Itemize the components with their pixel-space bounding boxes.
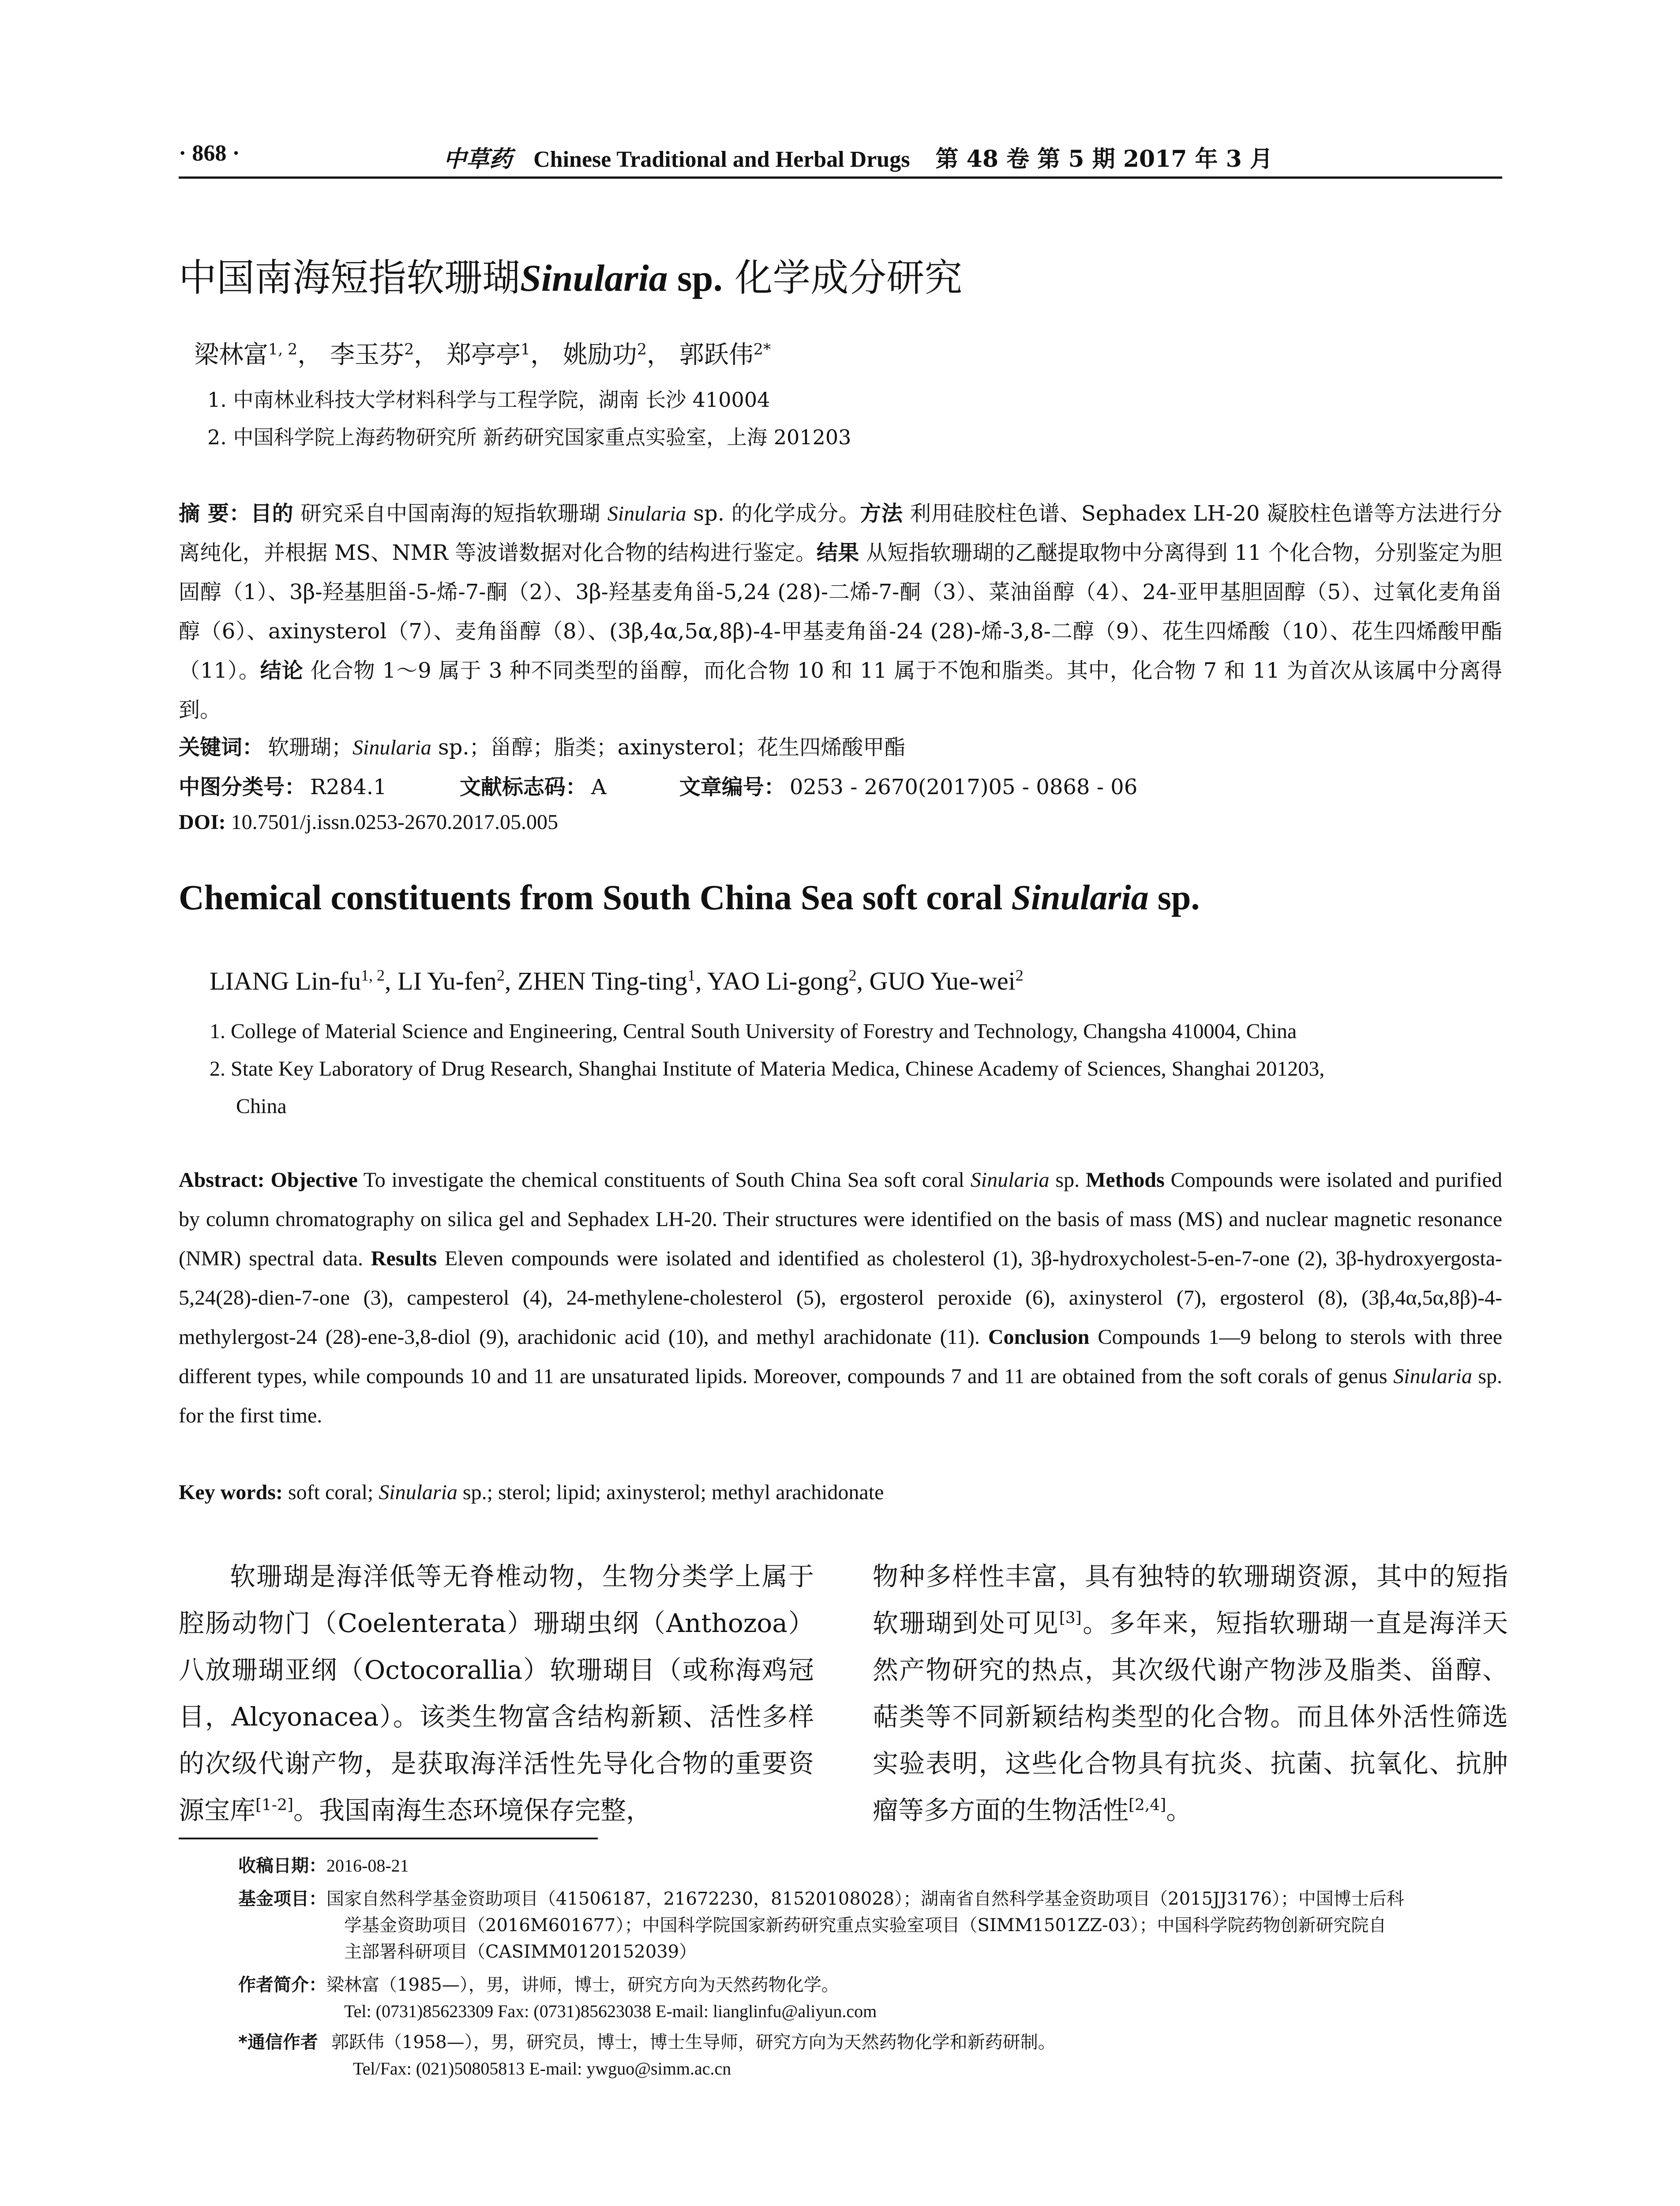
en-abstract: [179, 1160, 1502, 1435]
cn-keywords: [179, 730, 905, 761]
en-authors: LIANG Lin-fu$^{1, 2}$, LI Yu-fen$^2$, ZHEN Ting-ting$^1$, YAO Li-gong$^2$, GUO Yue-wei$^2$: [210, 966, 1024, 995]
body-right-pre: 物种多样性丰富，具有独特的软珊瑚资源，其中的短指软珊瑚到处可见: [873, 1561, 1508, 1638]
fund-line-2: 学基金资助项目（2016M601677）；中国科学院国家新药研究重点实验室项目（SIMM1501ZZ-03）；中国科学院药物创新研究院自: [344, 1915, 1387, 1936]
cn-author: [194, 341, 297, 369]
cn-abstract: [179, 494, 1502, 730]
cn-keywords-post: sp.；甾醇；脂类；axinysterol；花生四烯酸甲酯: [431, 735, 906, 760]
cn-author: [330, 341, 414, 369]
footnote-rule: [179, 1838, 598, 1839]
body-right-post: 。: [1166, 1795, 1192, 1825]
journal-name-en: Chinese Traditional and Herbal Drugs: [533, 147, 910, 172]
clc-label: 中图分类号：: [179, 775, 306, 799]
footnote-corresponding: [238, 2030, 1056, 2055]
journal-issue: 第 48 卷 第 5 期 2017 年 3 月: [935, 146, 1273, 173]
author-name: 姚励功: [562, 341, 637, 369]
cn-author: [679, 341, 771, 369]
page-number: · 868 ·: [179, 141, 240, 166]
author-sup: 2: [637, 341, 647, 359]
cn-title-sp: sp.: [668, 257, 723, 299]
author-sup: 2*: [753, 341, 771, 359]
author-sup: 1, 2: [361, 966, 385, 984]
author-sup: 1: [687, 966, 696, 984]
en-title-main: Chemical constituents from South China Sea soft coral: [179, 878, 1012, 917]
author-contact: Tel: (0731)85623309 Fax: (0731)85623038 E-mail: lianglinfu@aliyun.com: [344, 2001, 877, 2021]
doi-value: 10.7501/j.issn.0253-2670.2017.05.005: [225, 810, 559, 834]
en-affiliation-1: 1. College of Material Science and Engineering, Central South University of Forestry and Technology, Changsha 410004, China: [210, 1020, 1297, 1043]
clc-value: R284.1: [310, 775, 387, 799]
cn-title-prefix: 中国南海短指软珊瑚: [179, 256, 520, 300]
author-name: ZHEN Ting-ting: [517, 967, 688, 995]
article-no-value: 0253 - 2670(2017)05 - 0868 - 06: [789, 775, 1138, 799]
en-title: [179, 878, 1200, 918]
author-sup: 2: [404, 341, 414, 359]
footnote-author: [238, 1972, 839, 1998]
cn-title-latin: Sinularia: [520, 257, 668, 299]
en-title-sp: sp.: [1148, 878, 1200, 917]
body-column-right: [873, 1553, 1508, 1834]
cn-methods-text: 利用硅胶柱色谱、Sephadex LH-20 凝胶柱色谱等方法进行分离纯化，并根据 MS、NMR 等波谱数据对化合物的结构进行鉴定。: [179, 501, 1502, 565]
en-keywords: [179, 1480, 884, 1504]
en-conclusion-latin: Sinularia: [1393, 1365, 1472, 1388]
en-objective-label: Objective: [264, 1168, 358, 1192]
cn-conclusion-text: 化合物 1～9 属于 3 种不同类型的甾醇，而化合物 10 和 11 属于不饱和脂类。其中，化合物 7 和 11 为首次从该属中分离得到。: [179, 658, 1502, 722]
doi-line: [179, 810, 558, 834]
doi-label: DOI:: [179, 810, 226, 834]
cn-conclusion-label: 结论: [260, 658, 304, 683]
en-keywords-latin: Sinularia: [379, 1481, 458, 1504]
fund-label: 基金项目：: [238, 1889, 326, 1909]
author-sup: 2: [1015, 966, 1024, 984]
running-header: [179, 140, 1502, 176]
en-author: [210, 967, 385, 995]
citation-ref: [3]: [1059, 1609, 1082, 1627]
body-left-text: 软珊瑚是海洋低等无脊椎动物，生物分类学上属于腔肠动物门（Coelenterata）珊瑚虫纲（Anthozoa）八放珊瑚亚纲（Octocorallia）软珊瑚目（或称海鸡冠目，Alcyonacea）。该类生物富含结构新颖、活性多样的次级代谢产物，是获取海洋活性先导化合物的重要资源宝库: [179, 1561, 814, 1825]
cn-abstract-label: 摘 要：: [179, 501, 251, 526]
en-results-text: Eleven compounds were isolated and identified as cholesterol (1), 3β-hydroxycholest-5-en-7-one (2), 3β-hydroxyergosta-5,24(28)-dien-7-one (3), campesterol (4), 24-methylene-cholesterol (5), ergosterol peroxide (6), axinysterol (7), ergosterol (8), (3β,4α,5α,8β)-4-methylergost-24 (28)-ene-3,8-diol (9), arachidonic acid (10), and methyl arachidonate (11).: [179, 1247, 1503, 1349]
doc-code-label: 文献标志码：: [459, 775, 587, 799]
author-name: 郑亭亭: [446, 341, 521, 369]
author-name: 梁林富: [194, 341, 268, 369]
cn-title: [179, 247, 962, 302]
cn-author: [446, 341, 530, 369]
en-objective-latin: Sinularia: [970, 1168, 1050, 1192]
en-conclusion-label: Conclusion: [988, 1325, 1090, 1349]
cn-results-text: 从短指软珊瑚的乙醚提取物中分离得到 11 个化合物，分别鉴定为胆固醇（1）、3β-羟基胆甾-5-烯-7-酮（2）、3β-羟基麦角甾-5,24 (28)-二烯-7-酮（3）、菜油甾醇（4）、24-亚甲基胆固醇（5）、过氧化麦角甾醇（6）、axinysterol（7）、麦角甾醇（8）、(3β,4α,5α,8β)-4-甲基麦角甾-24 (28)-烯-3,8-二醇（9）、花生四烯酸（10）、花生四烯酸甲酯（11）。: [179, 540, 1502, 683]
doc-code-value: A: [591, 775, 607, 799]
body-left-post: 。我国南海生态环境保存完整，: [293, 1795, 652, 1825]
author-sup: 1, 2: [268, 341, 298, 359]
fund-line-3: 主部署科研项目（CASIMM0120152039）: [344, 1942, 697, 1962]
author-sup: 1: [520, 341, 531, 359]
en-affiliation-2-line1: 2. State Key Laboratory of Drug Research, Shanghai Institute of Materia Medica, Chinese Academy of Sciences, Shanghai 201203,: [210, 1057, 1325, 1080]
en-author: [869, 967, 1023, 995]
author-name: LI Yu-fen: [398, 967, 497, 995]
author-sup: 2: [496, 966, 505, 984]
en-abstract-label: Abstract:: [179, 1168, 265, 1192]
en-methods-text: Compounds were isolated and purified by column chromatography on silica gel and Sephadex LH-20. Their structures were identified on the basis of mass (MS) and nuclear magnetic resonance (NMR) spectral data.: [179, 1168, 1502, 1270]
en-methods-label: Methods: [1085, 1168, 1165, 1192]
author-name: 郭跃伟: [679, 341, 754, 369]
cn-results-label: 结果: [817, 540, 859, 565]
author-name: 李玉芬: [330, 341, 405, 369]
en-objective-pre: To investigate the chemical constituents of South China Sea soft coral: [357, 1168, 971, 1192]
en-author: [518, 967, 695, 995]
cn-objective-post: sp. 的化学成分。: [686, 501, 860, 526]
author-bio: 梁林富（1985—），男，讲师，博士，研究方向为天然药物化学。: [326, 1975, 839, 1995]
en-keywords-pre: soft coral;: [282, 1481, 379, 1504]
author-sup: 2: [848, 966, 857, 984]
author-name: LIANG Lin-fu: [210, 967, 361, 995]
journal-line: [443, 140, 1273, 173]
author-label: 作者简介：: [238, 1975, 326, 1995]
cn-title-suffix: 化学成分研究: [722, 256, 963, 300]
en-results-label: Results: [371, 1247, 437, 1270]
en-keywords-post: sp.; sterol; lipid; axinysterol; methyl arachidonate: [457, 1481, 884, 1504]
journal-name-cn: 中草药: [443, 146, 513, 173]
footnote-fund: [238, 1886, 1404, 1912]
cn-objective-pre: 研究采自中国南海的短指软珊瑚: [293, 501, 608, 526]
body-right-mid: 。多年来，短指软珊瑚一直是海洋天然产物研究的热点，其次级代谢产物涉及脂类、甾醇、萜类等不同新颖结构类型的化合物。而且体外活性筛选实验表明，这些化合物具有抗炎、抗菌、抗氧化、抗肿瘤等多方面的生物活性: [873, 1608, 1508, 1825]
fund-line-1: 国家自然科学基金资助项目（41506187，21672230，81520108028）；湖南省自然科学基金资助项目（2015JJ3176）；中国博士后科: [326, 1889, 1404, 1909]
cn-classification: [179, 770, 1137, 800]
cn-keywords-latin: Sinularia: [352, 736, 431, 759]
en-author: [398, 967, 505, 995]
author-name: GUO Yue-wei: [869, 967, 1016, 995]
cn-keywords-label: 关键词：: [179, 735, 264, 760]
corr-contact: Tel/Fax: (021)50805813 E-mail: ywguo@simm.ac.cn: [353, 2059, 731, 2078]
header-rule: [179, 176, 1502, 179]
en-affiliation-2-line2: China: [236, 1095, 287, 1118]
cn-keywords-pre: 软珊瑚；: [268, 735, 353, 760]
citation-ref: [1-2]: [255, 1796, 293, 1814]
cn-methods-label: 方法: [860, 501, 903, 526]
cn-author: [563, 341, 647, 369]
en-keywords-label: Key words:: [179, 1481, 283, 1504]
cn-affiliation-2: 2. 中国科学院上海药物研究所 新药研究国家重点实验室，上海 201203: [207, 425, 851, 449]
received-value: 2016-08-21: [326, 1856, 409, 1876]
cn-affiliation-1: 1. 中南林业科技大学材料科学与工程学院，湖南 长沙 410004: [207, 388, 770, 412]
cn-objective-latin: Sinularia: [607, 502, 686, 525]
en-objective-post: sp.: [1049, 1168, 1086, 1192]
received-label: 收稿日期：: [238, 1856, 326, 1876]
article-no-label: 文章编号：: [679, 775, 785, 799]
en-conclusion-post: sp. for the first time.: [179, 1365, 1503, 1427]
en-author: [707, 967, 857, 995]
body-column-left: [179, 1553, 814, 1834]
cn-objective-label: 目的: [251, 501, 294, 526]
en-conclusion-text: Compounds 1—9 belong to sterols with three different types, while compounds 10 and 11 are unsaturated lipids. Moreover, compounds 7 and 11 are obtained from the soft corals of genus: [179, 1325, 1503, 1388]
footnote-received: [238, 1853, 409, 1879]
corr-bio: 郭跃伟（1958—），男，研究员，博士，博士生导师，研究方向为天然药物化学和新药研制。: [331, 2032, 1056, 2052]
corr-label: *通信作者: [238, 2032, 318, 2052]
author-name: YAO Li-gong: [707, 967, 849, 995]
citation-ref: [2,4]: [1129, 1796, 1166, 1814]
cn-authors: 梁林富$^{1, 2}$， 李玉芬$^2$， 郑亭亭$^1$， 姚励功$^2$， 郭跃伟$^{2*}$: [194, 341, 771, 369]
en-title-latin: Sinularia: [1011, 878, 1149, 917]
